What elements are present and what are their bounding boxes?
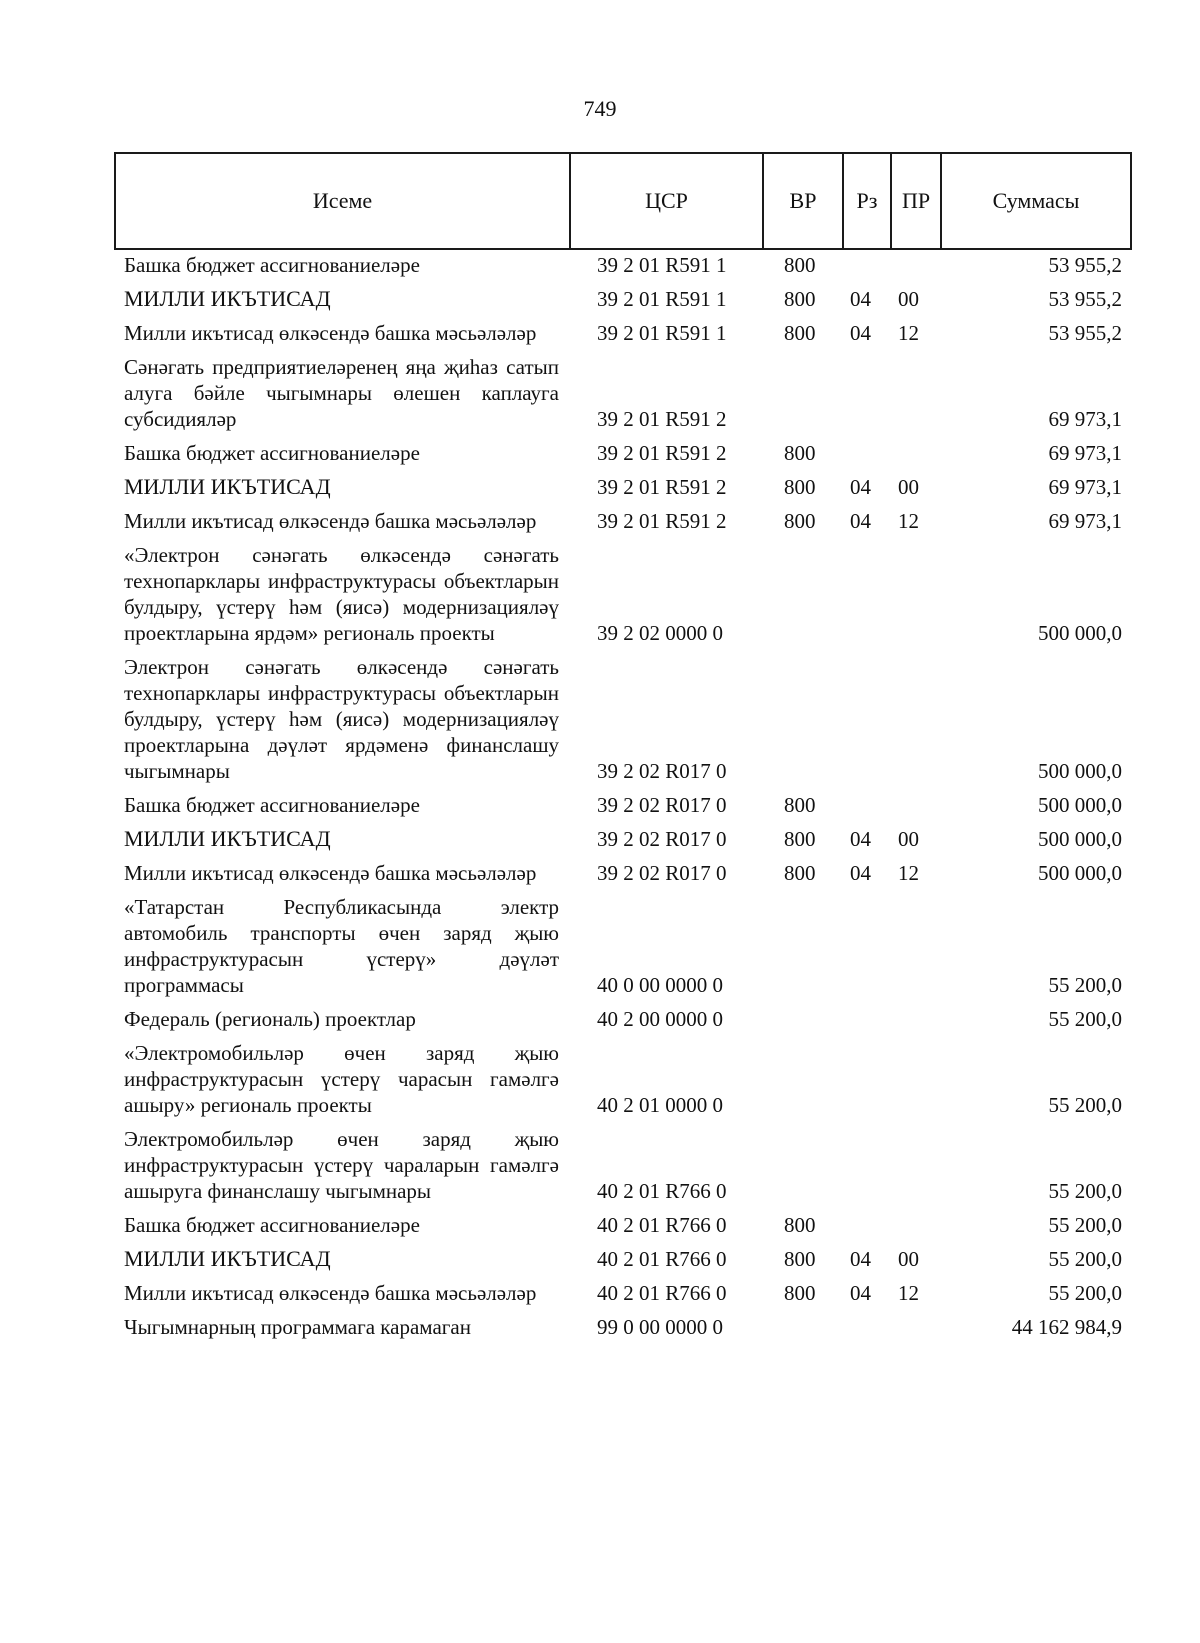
row-csr: 39 2 02 R017 0 [597, 759, 727, 783]
row-name: Башка бюджет ассигнованиеләре [124, 441, 420, 465]
row-sum: 69 973,1 [1048, 509, 1122, 533]
row-sum: 69 973,1 [1048, 475, 1122, 499]
row-csr: 39 2 01 R591 2 [597, 475, 727, 499]
row-sum: 55 200,0 [1048, 1213, 1122, 1237]
row-name: Башка бюджет ассигнованиеләре [124, 253, 420, 277]
row-csr: 39 2 02 R017 0 [597, 861, 727, 885]
row-pr: 12 [898, 321, 919, 345]
row-name: «Электрон сәнәгать өлкәсендә сәнәгать технопарклары инфраструктурасы объектларын булдыру, үстерү һәм (яисә) модернизацияләү проектларына ярдәм» региональ проекты [124, 543, 559, 645]
row-name: Милли икътисад өлкәсендә башка мәсьәләләр [124, 321, 537, 345]
row-csr: 40 2 01 0000 0 [597, 1093, 723, 1117]
row-sum: 55 200,0 [1048, 1281, 1122, 1305]
row-pr: 00 [898, 287, 919, 311]
table-row [114, 1006, 1132, 1032]
row-sum: 44 162 984,9 [1011, 1315, 1122, 1339]
row-csr: 39 2 01 R591 1 [597, 321, 727, 345]
row-csr: 39 2 01 R591 1 [597, 253, 727, 277]
row-csr: 40 2 00 0000 0 [597, 1007, 723, 1031]
row-rz: 04 [850, 1281, 871, 1305]
table-header [114, 152, 1132, 250]
row-name: МИЛЛИ ИКЪТИСАД [124, 286, 331, 311]
row-csr: 39 2 01 R591 2 [597, 441, 727, 465]
row-name: Милли икътисад өлкәсендә башка мәсьәләләр [124, 1281, 537, 1305]
row-vr: 800 [784, 1281, 816, 1305]
page-number: 749 [583, 96, 617, 121]
table-row [114, 286, 1132, 312]
row-csr: 40 2 01 R766 0 [597, 1213, 727, 1237]
row-name: Чыгымнарның программага карамаган [124, 1315, 471, 1339]
row-sum: 500 000,0 [1038, 827, 1122, 851]
row-name: МИЛЛИ ИКЪТИСАД [124, 826, 331, 851]
row-vr: 800 [784, 1247, 816, 1271]
row-rz: 04 [850, 1247, 871, 1271]
table-row [114, 654, 1132, 784]
table-row [114, 252, 1132, 278]
row-name: Сәнәгать предприятиеләренең яңа җиһаз сатып алуга бәйле чыгымнары өлешен каплауга субсидияләр [124, 355, 559, 431]
table-row [114, 860, 1132, 886]
header-name: Исеме [116, 154, 571, 248]
row-rz: 04 [850, 475, 871, 499]
row-sum: 500 000,0 [1038, 861, 1122, 885]
row-sum: 55 200,0 [1048, 1179, 1122, 1203]
header-rz: Рз [844, 154, 892, 248]
row-csr: 40 2 01 R766 0 [597, 1179, 727, 1203]
row-rz: 04 [850, 287, 871, 311]
table-row [114, 894, 1132, 998]
row-vr: 800 [784, 509, 816, 533]
row-csr: 39 2 02 R017 0 [597, 793, 727, 817]
row-sum: 500 000,0 [1038, 759, 1122, 783]
row-name: «Электромобильләр өчен заряд җыю инфраструктурасын үстерү чарасын гамәлгә ашыру» региональ проекты [124, 1041, 559, 1117]
row-rz: 04 [850, 861, 871, 885]
row-csr: 99 0 00 0000 0 [597, 1315, 723, 1339]
row-csr: 40 2 01 R766 0 [597, 1281, 727, 1305]
row-rz: 04 [850, 509, 871, 533]
table-row [114, 792, 1132, 818]
row-vr: 800 [784, 441, 816, 465]
row-name: Милли икътисад өлкәсендә башка мәсьәләләр [124, 509, 537, 533]
table-row [114, 1126, 1132, 1204]
row-pr: 12 [898, 509, 919, 533]
row-csr: 39 2 01 R591 2 [597, 407, 727, 431]
table-row [114, 1040, 1132, 1118]
row-pr: 12 [898, 861, 919, 885]
row-sum: 500 000,0 [1038, 621, 1122, 645]
row-sum: 53 955,2 [1048, 287, 1122, 311]
row-rz: 04 [850, 321, 871, 345]
row-name: Милли икътисад өлкәсендә башка мәсьәләләр [124, 861, 537, 885]
table-row [114, 1212, 1132, 1238]
row-csr: 39 2 02 0000 0 [597, 621, 723, 645]
row-vr: 800 [784, 827, 816, 851]
table-row [114, 542, 1132, 646]
table-row [114, 826, 1132, 852]
row-sum: 55 200,0 [1048, 1093, 1122, 1117]
row-sum: 55 200,0 [1048, 1007, 1122, 1031]
table-row [114, 1246, 1132, 1272]
table-row [114, 354, 1132, 432]
table-row [114, 1280, 1132, 1306]
table-row [114, 320, 1132, 346]
table-row [114, 440, 1132, 466]
row-vr: 800 [784, 253, 816, 277]
row-name: Башка бюджет ассигнованиеләре [124, 793, 420, 817]
row-sum: 55 200,0 [1048, 1247, 1122, 1271]
row-rz: 04 [850, 827, 871, 851]
table-body [114, 250, 1132, 1348]
row-vr: 800 [784, 287, 816, 311]
row-name: Электрон сәнәгать өлкәсендә сәнәгать технопарклары инфраструктурасы объектларын булдыру, үстерү һәм (яисә) модернизацияләү проектларына дәүләт ярдәменә финанслашу чыгымнары [124, 655, 559, 783]
row-pr: 00 [898, 827, 919, 851]
row-vr: 800 [784, 861, 816, 885]
row-name: Башка бюджет ассигнованиеләре [124, 1213, 420, 1237]
row-sum: 69 973,1 [1048, 441, 1122, 465]
row-csr: 39 2 01 R591 1 [597, 287, 727, 311]
row-name: Федераль (региональ) проектлар [124, 1007, 416, 1031]
row-pr: 00 [898, 475, 919, 499]
row-csr: 40 2 01 R766 0 [597, 1247, 727, 1271]
row-pr: 12 [898, 1281, 919, 1305]
row-sum: 55 200,0 [1048, 973, 1122, 997]
row-pr: 00 [898, 1247, 919, 1271]
row-csr: 39 2 02 R017 0 [597, 827, 727, 851]
header-pr: ПР [892, 154, 942, 248]
header-csr: ЦСР [571, 154, 764, 248]
row-vr: 800 [784, 793, 816, 817]
row-sum: 500 000,0 [1038, 793, 1122, 817]
row-name: «Татарстан Республикасында электр автомобиль транспорты өчен заряд җыю инфраструктурасын үстерү» дәүләт программасы [124, 895, 559, 997]
row-vr: 800 [784, 321, 816, 345]
table-row [114, 474, 1132, 500]
header-sum: Суммасы [992, 188, 1080, 213]
table-row [114, 508, 1132, 534]
row-vr: 800 [784, 475, 816, 499]
table-row [114, 1314, 1132, 1340]
row-sum: 69 973,1 [1048, 407, 1122, 431]
row-sum: 53 955,2 [1048, 321, 1122, 345]
row-name: Электромобильләр өчен заряд җыю инфраструктурасын үстерү чараларын гамәлгә ашыруга финанслашу чыгымнары [124, 1127, 559, 1203]
header-vr: ВР [764, 154, 844, 248]
row-name: МИЛЛИ ИКЪТИСАД [124, 1246, 331, 1271]
row-sum: 53 955,2 [1048, 253, 1122, 277]
row-csr: 40 0 00 0000 0 [597, 973, 723, 997]
row-name: МИЛЛИ ИКЪТИСАД [124, 474, 331, 499]
row-vr: 800 [784, 1213, 816, 1237]
row-csr: 39 2 01 R591 2 [597, 509, 727, 533]
